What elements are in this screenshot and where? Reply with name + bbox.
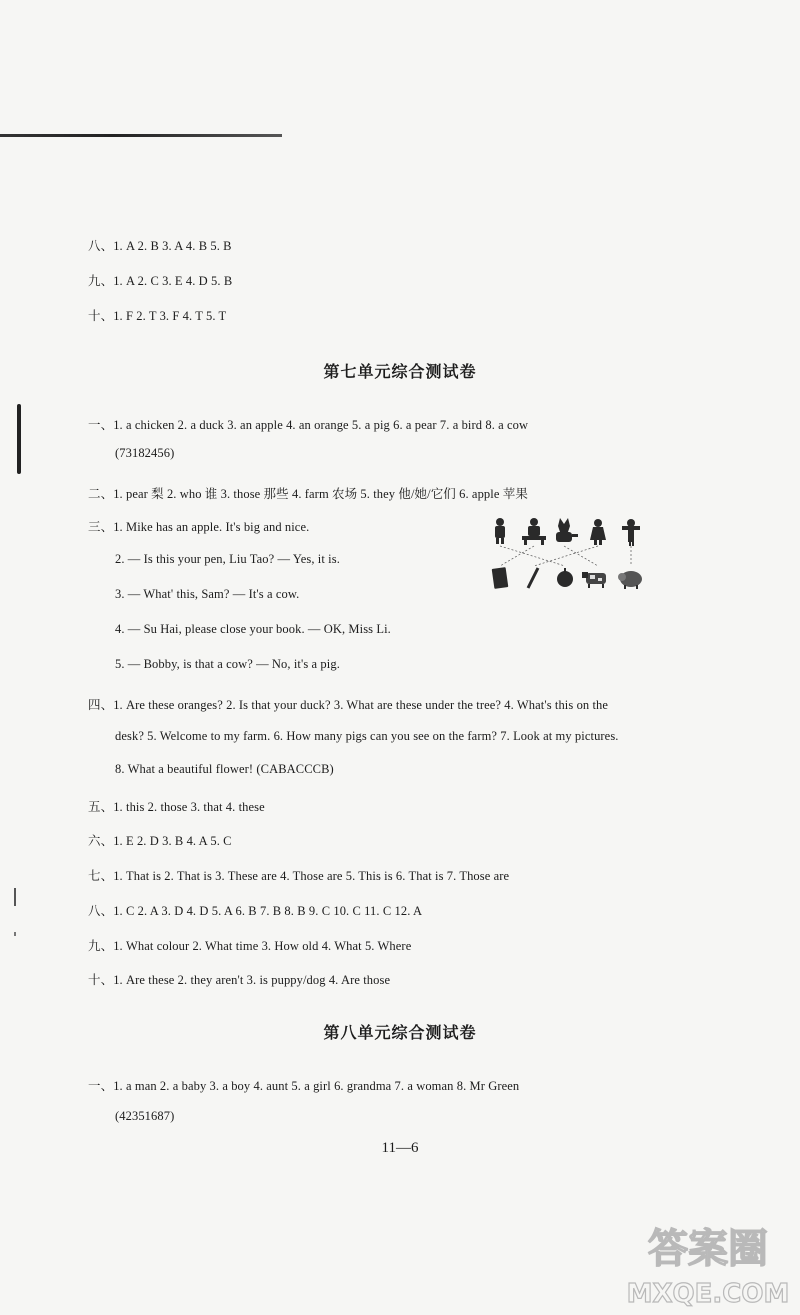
apple-icon	[557, 568, 573, 587]
answer-line: 一、1. a chicken 2. a duck 3. an apple 4. an orange 5. a pig 6. a pear 7. a bird 8. a cow	[88, 418, 529, 432]
girl-figure-icon	[590, 519, 606, 545]
answer-line: (42351687)	[115, 1109, 175, 1123]
answer-line: 九、1. A 2. C 3. E 4. D 5. B	[88, 274, 233, 288]
page-number: 11—6	[381, 1140, 419, 1156]
answer-line: desk? 5. Welcome to my farm. 6. How many pigs can you see on the farm? 7. Look at my pictures.	[115, 729, 619, 743]
teacher-figure-icon	[622, 519, 640, 546]
answer-line: 3. — What' this, Sam? — It's a cow.	[115, 587, 300, 601]
scan-mark	[14, 888, 16, 906]
answer-line: 三、1. Mike has an apple. It's big and nice.	[88, 520, 310, 534]
person-figures	[495, 518, 640, 546]
matching-illustration	[490, 516, 646, 592]
watermark-logo	[616, 1218, 800, 1310]
top-rule	[0, 134, 282, 137]
answer-line: 十、1. Are these 2. they aren't 3. is puppy/dog 4. Are those	[88, 973, 391, 987]
book-icon	[492, 567, 509, 589]
object-pictures	[492, 567, 642, 589]
unit8-title: 第八单元综合测试卷	[323, 1023, 477, 1042]
answer-line: 五、1. this 2. those 3. that 4. these	[88, 800, 265, 814]
pen-icon	[528, 568, 538, 588]
scan-mark	[17, 404, 21, 474]
answer-line: 5. — Bobby, is that a cow? — No, it's a pig.	[115, 657, 340, 671]
matching-lines	[500, 546, 631, 566]
answer-line: 八、1. A 2. B 3. A 4. B 5. B	[88, 239, 232, 253]
answer-line: 2. — Is this your pen, Liu Tao? — Yes, it is.	[115, 552, 340, 566]
answer-line: 4. — Su Hai, please close your book. — OK, Miss Li.	[115, 622, 391, 636]
answer-line: 二、1. pear 梨 2. who 谁 3. those 那些 4. farm 农场 5. they 他/她/它们 6. apple 苹果	[88, 487, 528, 501]
scan-mark	[14, 932, 16, 936]
boy-figure-icon	[495, 518, 505, 544]
watermark-graphic	[616, 1218, 800, 1310]
cow-icon	[582, 572, 606, 588]
watermark-text-top: 答案圈	[648, 1226, 768, 1272]
answer-line: 六、1. E 2. D 3. B 4. A 5. C	[88, 834, 232, 848]
answer-line: 四、1. Are these oranges? 2. Is that your duck? 3. What are these under the tree? 4. What's this on the	[88, 698, 609, 712]
answer-line: 一、1. a man 2. a baby 3. a boy 4. aunt 5. a girl 6. grandma 7. a woman 8. Mr Green	[88, 1079, 520, 1093]
answer-line: 七、1. That is 2. That is 3. These are 4. Those are 5. This is 6. That is 7. Those are	[88, 869, 510, 883]
answer-line: 九、1. What colour 2. What time 3. How old 4. What 5. Where	[88, 939, 412, 953]
answer-line: 十、1. F 2. T 3. F 4. T 5. T	[88, 309, 227, 323]
unit7-title: 第七单元综合测试卷	[323, 362, 477, 381]
girl-at-desk-icon	[522, 518, 546, 545]
cat-figure-icon	[556, 518, 578, 542]
watermark-text-bottom: MXQE.COM	[626, 1279, 790, 1309]
answer-line: (73182456)	[115, 446, 175, 460]
answer-line: 八、1. C 2. A 3. D 4. D 5. A 6. B 7. B 8. B 9. C 10. C 11. C 12. A	[88, 904, 423, 918]
pig-icon	[618, 571, 642, 589]
answer-line: 8. What a beautiful flower! (CABACCCB)	[115, 762, 334, 776]
